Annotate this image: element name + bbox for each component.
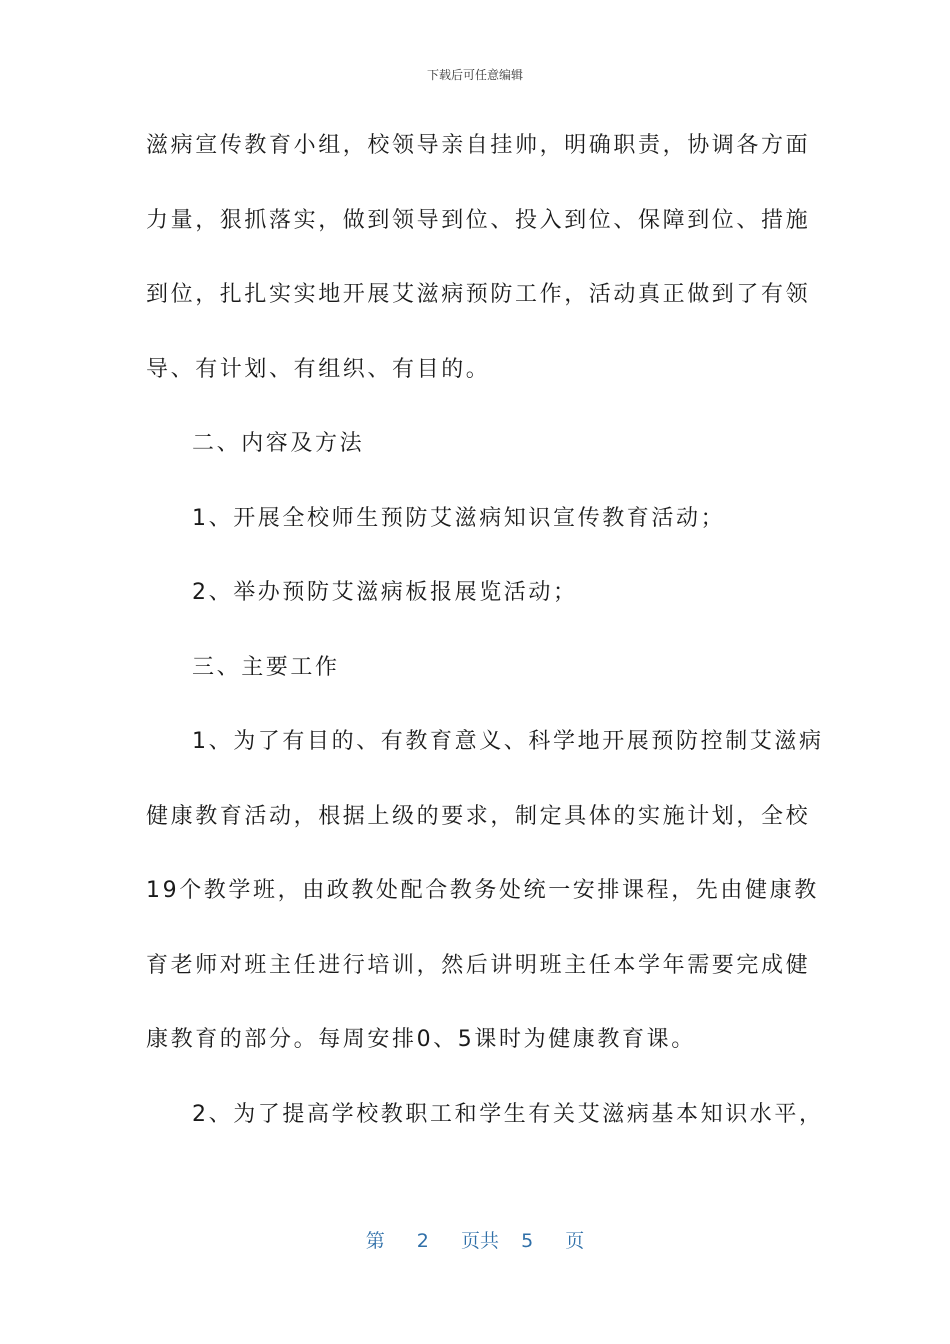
- paragraph-line: 1、为了有目的、有教育意义、科学地开展预防控制艾滋病: [192, 729, 824, 754]
- page-footer: [0, 1226, 950, 1253]
- paragraph-line: 导、有计划、有组织、有目的。: [146, 356, 491, 382]
- paragraph-line: 力量，狠抓落实，做到领导到位、投入到位、保障到位、措施: [146, 207, 811, 233]
- document-body: [146, 126, 824, 1169]
- section-heading: 三、主要工作: [192, 654, 340, 680]
- paragraph-line: 滋病宣传教育小组，校领导亲自挂帅，明确职责，协调各方面: [146, 133, 811, 158]
- page-current: 2: [416, 1230, 429, 1252]
- paragraph-line: 19个教学班，由政教处配合教务处统一安排课程，先由健康教: [146, 878, 819, 903]
- page-prefix: 第: [365, 1230, 385, 1252]
- paragraph-line: 到位，扎扎实实地开展艾滋病预防工作，活动真正做到了有领: [146, 282, 811, 307]
- page-mid: 页共: [460, 1230, 499, 1252]
- list-item: 1、开展全校师生预防艾滋病知识宣传教育活动；: [192, 505, 726, 531]
- header-note: 下载后可任意编辑: [426, 68, 523, 82]
- paragraph-line: 康教育的部分。每周安排0、5课时为健康教育课。: [146, 1027, 696, 1052]
- page-suffix: 页: [565, 1230, 585, 1252]
- list-item: 2、举办预防艾滋病板报展览活动；: [192, 580, 578, 605]
- section-heading: 二、内容及方法: [192, 431, 365, 456]
- page-total: 5: [521, 1230, 534, 1252]
- paragraph-line: 育老师对班主任进行培训，然后讲明班主任本学年需要完成健: [146, 952, 811, 978]
- paragraph-line: 健康教育活动，根据上级的要求，制定具体的实施计划，全校: [146, 803, 811, 829]
- paragraph-line: 2、为了提高学校教职工和学生有关艾滋病基本知识水平，: [192, 1101, 824, 1127]
